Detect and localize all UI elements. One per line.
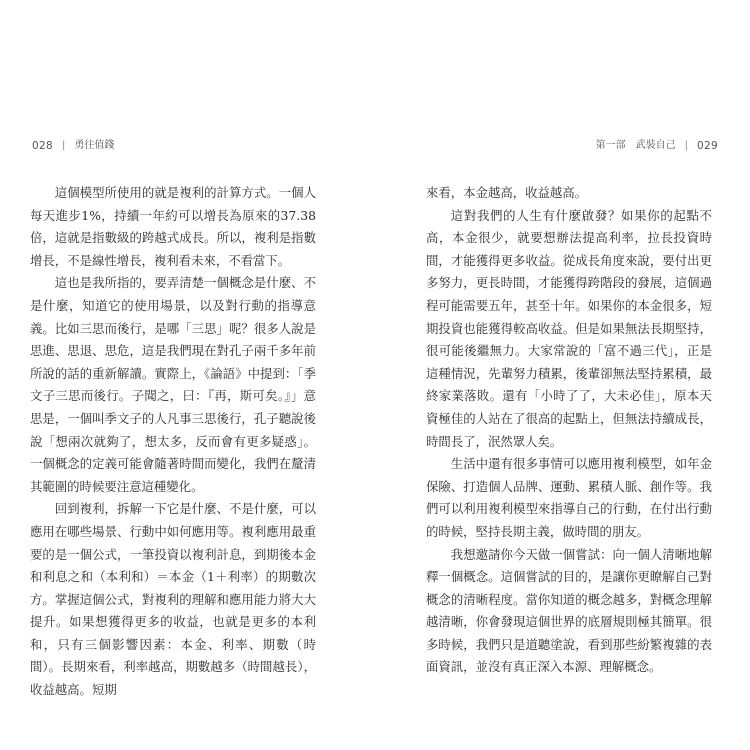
- paragraph: 我想邀請你今天做一個嘗試：向一個人清晰地解釋一個概念。這個嘗試的目的，是讓你更瞭解自己對概念的清晰程度。當你知道的概念越多，對概念理解越清晰，你會發現這個世界的底層規則極其簡單。很多時候，我們只是道聽塗說，看到那些紛繁複雜的表面資訊，並沒有真正深入本源、理解概念。: [426, 546, 712, 675]
- paragraph: 這也是我所指的，要弄清楚一個概念是什麼、不是什麼，知道它的使用場景，以及對行動的指導意義。比如三思而後行，是哪「三思」呢？很多人說是思進、思退、思危，這是我們現在對孔子兩千多年前所說的話的重新解讀。實際上，《論語》中提到：「季文子三思而後行。子聞之，曰：『再，斯可矣。』」意思是，一個叫季文子的人凡事三思後行，孔子聽說後說「想兩次就夠了，想太多，反而會有更多疑惑」。一個概念的定義可能會隨著時間而變化，我們在釐清其範圍的時候要注意這種變化。: [30, 275, 316, 494]
- book-title: 勇往值錢: [74, 140, 115, 151]
- paragraph: 這對我們的人生有什麼啟發？如果你的起點不高，本金很少，就要想辦法提高利率，拉長投資時間，才能獲得更多收益。從成長角度來說，要付出更多努力，更長時間，才能獲得跨階段的發展，這個過程可能需要五年，甚至十年。如果你的本金很多，短期投資也能獲得較高收益。但是如果無法長期堅持，很可能後繼無力。大家常說的「富不過三代」，正是這種情況，先輩努力積累，後輩卻無法堅持累積，最終家業落敗。還有「小時了了，大未必佳」，原本天資極佳的人站在了很高的起點上，但無法持續成長，時間長了，泯然眾人矣。: [426, 207, 712, 449]
- paragraph: 生活中還有很多事情可以應用複利模型，如年金保險、打造個人品牌、運動、累積人脈、創作等。我們可以利用複利模型來指導自己的行動，在付出行動的時候，堅持長期主義，做時間的朋友。: [426, 456, 712, 539]
- part-title: 第一部 武裝自己: [595, 140, 676, 151]
- right-page-body: [426, 182, 712, 679]
- header-separator-left: |: [61, 140, 66, 151]
- header-separator-right: |: [684, 140, 689, 151]
- paragraph-continuation: 來看，本金越高，收益越高。: [426, 185, 588, 200]
- page-number-left: 028: [32, 140, 53, 152]
- left-page-body: [30, 182, 316, 702]
- paragraph: 這個模型所使用的就是複利的計算方式。一個人每天進步1%，持續一年約可以增長為原來的37.38倍，這就是指數級的跨越式成長。所以，複利是指數增長，不是線性增長，複利看未來，不看當下。: [30, 185, 316, 268]
- running-header-right: [596, 139, 718, 153]
- page-number-right: 029: [697, 140, 718, 152]
- paragraph: 回到複利，拆解一下它是什麼、不是什麼，可以應用在哪些場景、行動中如何應用等。複利應用最重要的是一個公式，一筆投資以複利計息，到期後本金和利息之和（本利和）＝本金（1＋利率）的期數次方。掌握這個公式，對複利的理解和應用能力將大大提升。如果想獲得更多的收益，也就是更多的本利和，只有三個影響因素：本金、利率、期數（時間）。長期來看，利率越高，期數越多（時間越長），收益越高。短期: [30, 501, 316, 698]
- running-header-left: [32, 139, 114, 153]
